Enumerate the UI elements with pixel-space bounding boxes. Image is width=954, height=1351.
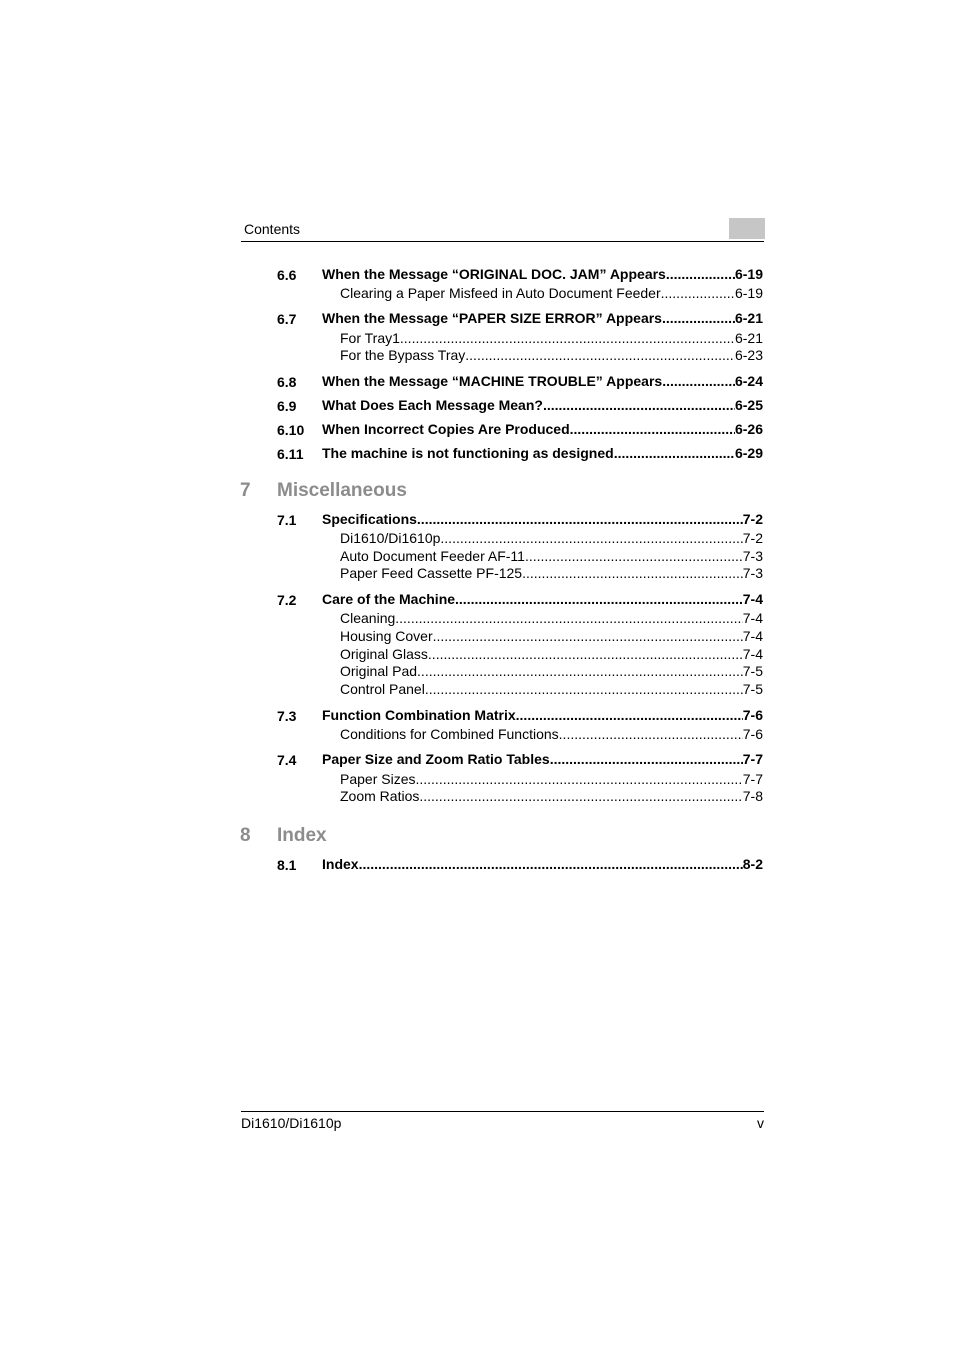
toc-num-7-3: 7.3 — [277, 708, 297, 724]
toc-num-7-2: 7.2 — [277, 592, 297, 608]
chapter-title-miscellaneous[interactable]: Miscellaneous — [277, 480, 407, 501]
chapter-number-8: 8 — [240, 825, 251, 846]
toc-entry-6-7[interactable]: When the Message “PAPER SIZE ERROR” Appears ..... 6-21 — [322, 310, 763, 328]
toc-num-7-4: 7.4 — [277, 752, 297, 768]
toc-entry-7-1-1[interactable]: Di1610/Di1610p ..... 7-2 — [340, 530, 763, 548]
chapter-title-index[interactable]: Index — [277, 825, 327, 846]
chapter-number-7: 7 — [240, 480, 251, 501]
toc-entry-8-1[interactable]: Index ..... 8-2 — [322, 856, 763, 874]
toc-entry-7-2[interactable]: Care of the Machine ..... 7-4 — [322, 591, 763, 609]
toc-num-6-10: 6.10 — [277, 422, 305, 438]
toc-entry-7-2-3[interactable]: Original Glass ..... 7-4 — [340, 646, 763, 664]
toc-entry-6-10[interactable]: When Incorrect Copies Are Produced ..... 6-26 — [322, 421, 763, 439]
toc-num-6-7: 6.7 — [277, 311, 297, 327]
toc-entry-6-7-1[interactable]: For Tray1 ..... 6-21 — [340, 330, 763, 348]
toc-entry-6-6-1[interactable]: Clearing a Paper Misfeed in Auto Document Feeder ..... 6-19 — [340, 285, 763, 303]
toc-entry-7-1-2[interactable]: Auto Document Feeder AF-11 ..... 7-3 — [340, 548, 763, 566]
toc-entry-7-4-1[interactable]: Paper Sizes ..... 7-7 — [340, 771, 763, 789]
toc-num-6-8: 6.8 — [277, 374, 297, 390]
toc-entry-7-4[interactable]: Paper Size and Zoom Ratio Tables ..... 7-7 — [322, 751, 763, 769]
toc-entry-7-2-5[interactable]: Control Panel ..... 7-5 — [340, 681, 763, 699]
toc-entry-7-2-4[interactable]: Original Pad ..... 7-5 — [340, 663, 763, 681]
toc-entry-7-2-1[interactable]: Cleaning ..... 7-4 — [340, 610, 763, 628]
toc-entry-6-8[interactable]: When the Message “MACHINE TROUBLE” Appears ..... 6-24 — [322, 373, 763, 391]
toc-entry-7-1[interactable]: Specifications ..... 7-2 — [322, 511, 763, 529]
toc-entry-7-4-2[interactable]: Zoom Ratios ..... 7-8 — [340, 788, 763, 806]
toc-num-6-9: 6.9 — [277, 398, 297, 414]
toc-entry-6-7-2[interactable]: For the Bypass Tray ..... 6-23 — [340, 347, 763, 365]
header-divider — [241, 241, 764, 242]
footer-page-number: v — [757, 1115, 764, 1131]
toc-entry-7-3-1[interactable]: Conditions for Combined Functions ..... 7-6 — [340, 726, 763, 744]
toc-entry-7-1-3[interactable]: Paper Feed Cassette PF-125 ..... 7-3 — [340, 565, 763, 583]
toc-num-6-11: 6.11 — [277, 446, 304, 462]
footer-divider — [241, 1111, 764, 1112]
toc-entry-7-2-2[interactable]: Housing Cover ..... 7-4 — [340, 628, 763, 646]
toc-entry-7-3[interactable]: Function Combination Matrix ..... 7-6 — [322, 707, 763, 725]
toc-num-7-1: 7.1 — [277, 512, 297, 528]
toc-entry-6-6[interactable]: When the Message “ORIGINAL DOC. JAM” Appears ..... 6-19 — [322, 266, 763, 284]
running-header: Contents — [244, 221, 301, 237]
header-tab-marker — [729, 218, 765, 239]
toc-entry-6-9[interactable]: What Does Each Message Mean? ..... 6-25 — [322, 397, 763, 415]
toc-num-8-1: 8.1 — [277, 857, 297, 873]
toc-entry-6-11[interactable]: The machine is not functioning as designed ..... 6-29 — [322, 445, 763, 463]
footer-model-name: Di1610/Di1610p — [241, 1115, 342, 1131]
toc-num-6-6: 6.6 — [277, 267, 297, 283]
